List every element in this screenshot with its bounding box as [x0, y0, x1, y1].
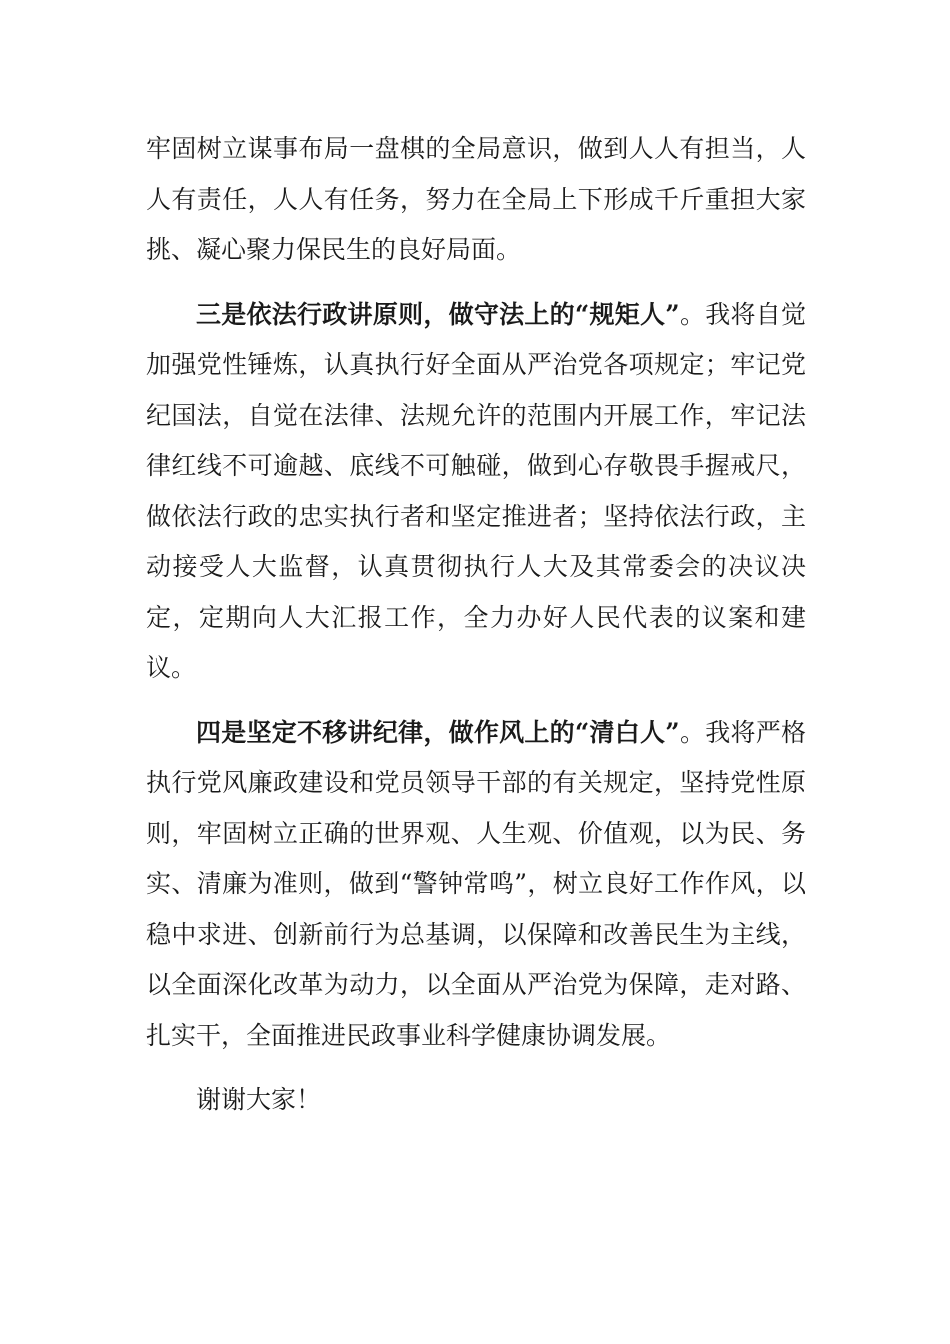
closing-remark: 谢谢大家！: [196, 1085, 322, 1114]
paragraph-text: 。我将严格执行党风廉政建设和党员领导干部的有关规定，坚持党性原则，牢固树立正确的世界观、人生观、价值观，以为民、务实、清廉为准则，做到“警钟常鸣”，树立良好工作作风，以稳中求进、创新前行为总基调，以保障和改善民生为主线，以全面深化改革为动力，以全面从严治党为保障，走对路、扎实干，全面推进民政事业科学健康协调发展。: [146, 717, 806, 1050]
paragraph-heading: 四是坚定不移讲纪律，做作风上的“清白人”: [196, 717, 680, 747]
document-page: [146, 124, 806, 1126]
paragraph-text: 牢固树立谋事布局一盘棋的全局意识，做到人人有担当，人人有责任，人人有任务，努力在全局上下形成千斤重担大家挑、凝心聚力保民生的良好局面。: [146, 134, 806, 264]
paragraph-rule-of-law: [146, 290, 806, 694]
paragraph-text: 。我将自觉加强党性锤炼，认真执行好全面从严治党各项规定；牢记党纪国法，自觉在法律、法规允许的范围内开展工作，牢记法律红线不可逾越、底线不可触碰，做到心存敬畏手握戒尺，做依法行政的忠实执行者和坚定推进者；坚持依法行政，主动接受人大监督，认真贯彻执行人大及其常委会的决议决定，定期向人大汇报工作，全力办好人民代表的议案和建议。: [146, 299, 806, 682]
paragraph-continuation: [146, 124, 806, 276]
paragraph-discipline: [146, 708, 806, 1062]
paragraph-heading: 三是依法行政讲原则，做守法上的“规矩人”: [196, 299, 680, 329]
